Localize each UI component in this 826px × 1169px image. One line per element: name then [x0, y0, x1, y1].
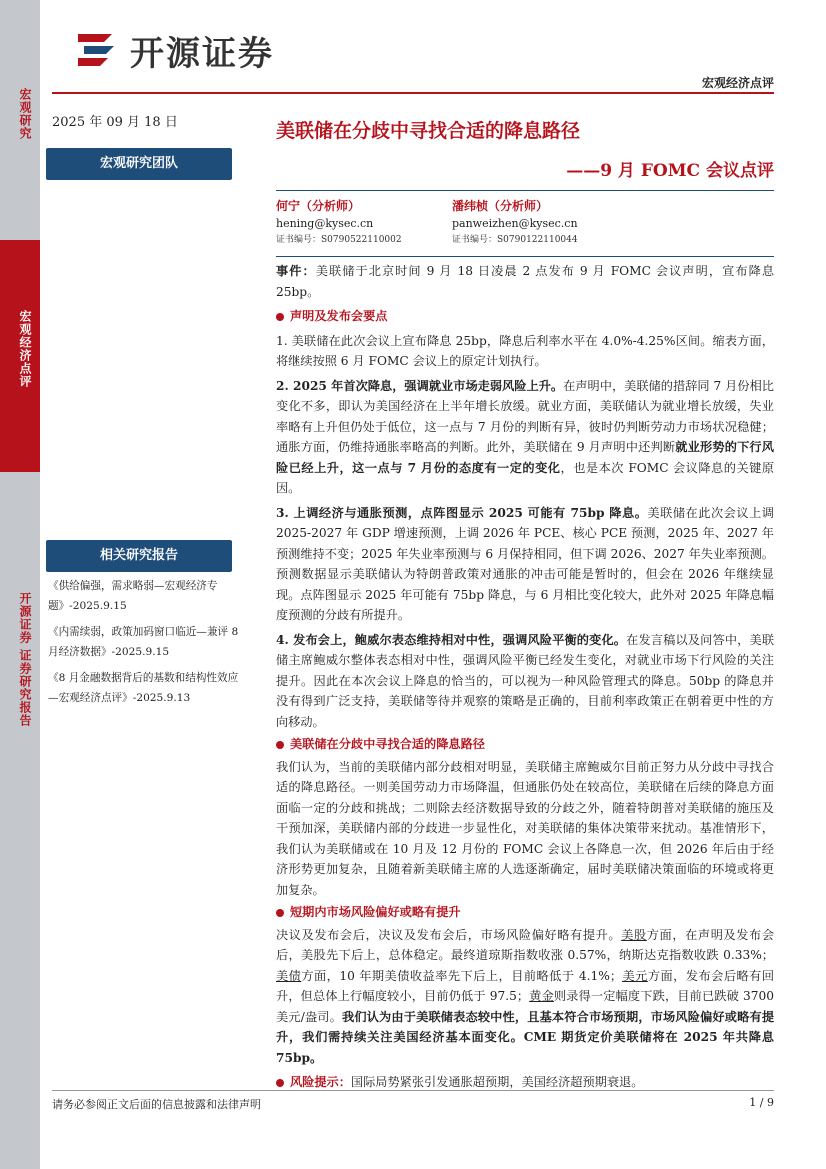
report-date: 2025 年 09 月 18 日 [52, 115, 178, 130]
analyst-name: 潘纬桢（分析师） [452, 199, 549, 213]
company-name: 开源证券 [130, 33, 274, 74]
team-box: 宏观研究团队 [46, 148, 232, 180]
company-logo [74, 28, 274, 72]
bullet-icon [276, 313, 284, 321]
paragraph-text: 美联储在此次会议上调 2025-2027 年 GDP 增速预测，上调 2026 年 PCE、核心 PCE 预测，2025 年、2027 年预测维持不变；2025 年失业率预测与 6 月保持相同，但下调 2026、2027 年失业率预测。预测数据显示美联储认为特朗普政策对通胀的冲击可能是暂时的，但会在 2026 年继续显现。点阵图显示 2025 年可能有 75bp 降息，与 6 月相比变化较大，此外对 2025 年降息幅度预测的分歧有所提升。 [276, 505, 774, 622]
section-heading-text: 声明及发布会要点 [290, 309, 388, 323]
header-divider [52, 92, 774, 94]
analyst-rule-bottom [276, 256, 774, 257]
paragraph: 1. 美联储在此次会议上宣布降息 25bp，降息后利率水平在 4.0%-4.25%区间。缩表方面，将继续按照 6 月 FOMC 会议上的原定计划执行。 [276, 333, 774, 368]
related-report-link[interactable]: 《内需续弱，政策加码窗口临近—兼评 8 月经济数据》-2025.9.15 [48, 626, 239, 658]
section-heading [276, 902, 774, 923]
paragraph [276, 925, 774, 1069]
bold-text: 就业形势的下行风险已经上升，这一点与 7 月份的态度有一定的变化 [276, 440, 774, 475]
analyst-name: 何宁（分析师） [276, 199, 361, 213]
analyst-card [276, 198, 402, 249]
paragraph-text: 方面，发布会后略有回升，但总体上行幅度较小，目前仍低于 97.5； [276, 968, 775, 1003]
page-number: 1 / 9 [749, 1096, 774, 1109]
bullet-icon [276, 741, 284, 749]
analyst-card [452, 198, 578, 249]
footer-divider [52, 1090, 774, 1091]
bold-lead: 3. 上调经济与通胀预测，点阵图显示 2025 可能有 75bp 降息。 [276, 505, 648, 520]
sidebar-bottom-label: 开源证券 证券研究报告 [18, 592, 32, 728]
related-report-link[interactable]: 《8 月金融数据背后的基数和结构性效应—宏观经济点评》-2025.9.13 [48, 672, 239, 704]
bullet-icon [276, 1079, 284, 1087]
sidebar-top-label: 宏观研究 [18, 88, 32, 140]
report-type-tag: 宏观经济点评 [701, 76, 774, 90]
bold-lead: 2. 2025 年首次降息，强调就业市场走弱风险上升。 [276, 378, 564, 393]
related-reports-box: 相关研究报告 [46, 540, 232, 572]
sidebar-mid [0, 240, 40, 472]
paragraph-text: ，也是本次 FOMC 会议降息的关键原因。 [276, 460, 775, 495]
analyst-email[interactable]: panweizhen@kysec.cn [452, 217, 578, 230]
paragraph [276, 376, 774, 499]
sidebar-top [0, 0, 40, 240]
paragraph-text: 方面，在声明及发布会后，美股先下后上，总体稳定。最终道琼斯指数收涨 0.57%，纳斯达克指数收跌 0.33%； [276, 927, 775, 962]
event-label: 事件： [276, 264, 316, 278]
bullet-icon [276, 909, 284, 917]
page-subtitle: ——9 月 FOMC 会议点评 [566, 161, 774, 181]
underlined-term: 美债 [276, 968, 302, 983]
paragraph-text: 决议及发布会后，决议及发布会后，市场风险偏好略有提升。 [276, 927, 622, 942]
event-text: 美联储于北京时间 9 月 18 日凌晨 2 点发布 9 月 FOMC 会议声明，宣布降息 25bp。 [276, 264, 775, 299]
bold-lead: 4. 发布会上，鲍威尔表态维持相对中性，强调风险平衡的变化。 [276, 632, 627, 647]
bold-text: 我们认为由于美联储表态较中性，且基本符合市场预期，市场风险偏好或略有提升，我们需持续关注美国经济基本面变化。CME 期货定价美联储将在 2025 年共降息 75bp。 [276, 1009, 775, 1065]
paragraph: 我们认为，当前的美联储内部分歧相对明显，美联储主席鲍威尔目前正努力从分歧中寻找合适的降息路径。一则美国劳动力市场降温，但通胀仍处在较高位，美联储在后续的降息方面面临一定的分歧和挑战；二则除去经济数据导致的分歧之外，随着特朗普对美联储的施压及干预加深，美联储内部的分歧进一步显性化，对美联储的集体决策带来扰动。基准情形下，我们认为美联储或在 10 月及 12 月份的 FOMC 会议上各降息一次，但 2026 年后由于经济形势更加复杂，且随着新美联储主席的人选逐渐确定，届时美联储决策面临的环境或将更加复杂。 [276, 759, 774, 897]
analyst-email[interactable]: hening@kysec.cn [276, 217, 374, 230]
underlined-term: 美股 [621, 927, 647, 942]
event-paragraph [276, 261, 774, 302]
section-heading-text: 美联储在分歧中寻找合适的降息路径 [290, 737, 485, 751]
section-heading [276, 306, 774, 327]
paragraph-text: 方面，10 年期美债收益率先下后上，目前略低于 4.1%； [301, 968, 623, 983]
paragraph-text: 在声明中，美联储的措辞同 7 月份相比变化不多，即认为美国经济在上半年增长放缓。就业方面，美联储认为就业增长放缓，失业率略有上升但仍处于低位，这一点与 7 月份的判断有异，彼时仍判断劳动力市场状况稳健；通胀方面，仍维持通胀率略高的判断。此外，美联储在 9 月声明中还判断 [276, 378, 774, 454]
page-title: 美联储在分歧中寻找合适的降息路径 [276, 120, 581, 142]
footer-disclaimer[interactable]: 请务必参阅正文后面的信息披露和法律声明 [52, 1098, 261, 1111]
paragraph [276, 630, 774, 733]
logo-icon [74, 28, 120, 72]
paragraph [276, 503, 774, 626]
sidebar-mid-label: 宏观经济点评 [18, 310, 32, 388]
related-report-link[interactable]: 《供给偏强，需求略弱—宏观经济专题》-2025.9.15 [48, 580, 218, 612]
sidebar-bottom [0, 472, 40, 1169]
related-reports-list [48, 576, 244, 714]
section-heading-text: 短期内市场风险偏好或略有提升 [290, 905, 461, 919]
risk-label: 风险提示： [290, 1075, 351, 1089]
analyst-rule-top [276, 190, 774, 191]
section-heading [276, 734, 774, 755]
report-body [276, 261, 774, 1093]
paragraph-text: 则录得一定幅度下跌，目前已跌破 3700 美元/盎司。 [276, 989, 775, 1024]
underlined-term: 美元 [622, 968, 648, 983]
analyst-cert: 证书编号：S0790522110002 [276, 235, 402, 245]
risk-text: 国际局势紧张引发通胀超预期，美国经济超预期衰退。 [350, 1075, 644, 1089]
underlined-term: 黄金 [529, 989, 554, 1003]
analyst-cert: 证书编号：S0790122110044 [452, 235, 578, 245]
paragraph-text: 在发言稿以及问答中，美联储主席鲍威尔整体表态相对中性，强调风险平衡已经发生变化，对就业市场下行风险的关注提升。因此在本次会议上降息的恰当的，可以视为一种风险管理式的降息。50bp 的降息并没有得到广泛支持，美联储等待并观察的策略是正确的，目前利率政策正在朝着更中性的方向移动。 [276, 632, 775, 729]
